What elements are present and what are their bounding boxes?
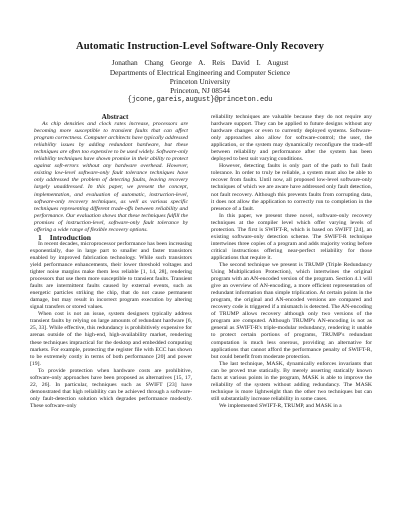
right-paragraph-6: We implemented SWIFT-R, TRUMP, and MASK in a	[219, 402, 342, 409]
affiliation-address: Princeton, NJ 08544	[170, 86, 230, 95]
paper-title: Automatic Instruction-Level Software-Only Recovery	[75, 41, 325, 52]
left-column	[30, 114, 192, 410]
section-heading-introduction	[30, 234, 192, 241]
left-paragraph-1: In recent decades, microprocessor performance has been increasing exponentially, due in large part to smaller and faster transistors enabled by improved fabrication technology. While such transistors yield performance enhancements, their lower threshold voltages and tighter noise margins make them less reliable [1, 14, 28], rendering processors that use them more susceptible to transient faults. Transient faults are intermittent faults caused by external events, such as energetic particles striking the chip, that do not cause permanent damage, but may result in incorrect program execution by altering signal transfers or stored values.	[30, 240, 192, 311]
right-paragraph-5: The last technique, MASK, dynamically enforces invariants that can be proved true statically. By merely asserting statically known facts at various points in the program, MASK is able to improve the reliability of the system without adding redundancy. The MASK technique is more lightweight than the other two techniques but can still substantially increase reliability in some cases.	[211, 360, 372, 402]
left-paragraph-2: When cost is not an issue, system designers typically address transient faults by relying on large amounts of redundant hardware [6, 25, 33]. While effective, this redundancy is prohibitively expensive for arenas outside of the high-end, high-availability market, rendering these techniques impractical for the desktop and embedded computing markets. For example, protecting the register file with ECC has shown to be extremely costly in terms of both performance [20] and power [19].	[30, 311, 192, 367]
right-paragraph-4: The second technique we present is TRUMP (Triple Redundancy Using Multiplication Protection), which intertwines the original program with an AN-encoded version of the program. Section 4.1 will give an overview of AN-encoding, a more efficient representation of redundant information than simple triplication. At certain points in the program, the original and AN-encoded versions are compared and recovery code is triggered if a mismatch is detected. The AN-encoding of TRUMP allows recovery although only two versions of the program are computed. Although TRUMP's AN-encoding is not as general as SWIFT-R's triple-modular redundancy, rendering it unable to protect certain portions of programs, TRUMP's redundant computation is much less onerous, providing an alternative for applications that cannot afford the performance penalty of SWIFT-R, but could benefit from moderate protection.	[211, 261, 372, 360]
right-paragraph-2: However, detecting faults is only part of the path to full fault tolerance. In order to truly be reliable, a system must also be able to recover from faults. Until now, all proposed low-level software-only techniques of which we are aware have addressed only fault detection, not fault recovery. Although this prevents faults from corrupting data, it does not allow the application to correctly run to completion in the presence of a fault.	[211, 163, 372, 212]
left-paragraph-3: To provide protection when hardware costs are prohibitive, software-only approaches have been proposed as alternatives [15, 17, 22, 26]. In particular, techniques such as SWIFT [23] have demonstrated that high reliability can be achieved through a software-only fault-detection solution which degrades performance modestly. These software-only	[30, 367, 192, 409]
affiliation-university: Princeton University	[169, 77, 231, 86]
author-list: Jonathan Chang George A. Reis David I. August	[111, 58, 289, 67]
section-title: Introduction	[49, 232, 92, 242]
abstract-heading: Abstract	[101, 113, 129, 121]
right-paragraph-1: reliability techniques are valuable because they do not require any hardware support. They can be applied to future designs without any hardware changes or even to currently deployed systems. Software-only approaches also allow for software-control; the user, the application, or the system may dynamically reconfigure the trade-off between reliability and performance after the system has been deployed to best suit varying conditions.	[211, 114, 372, 163]
right-column	[211, 114, 372, 410]
affiliation-department: Departments of Electrical Engineering and Computer Science	[109, 68, 291, 77]
right-paragraph-3: In this paper, we present three novel, software-only recovery techniques at the compiler level which offer varying levels of protection. The first is SWIFT-R, which is based on SWIFT [24], an existing software-only detection scheme. The SWIFT-R technique intertwines three copies of a program and adds majority voting before critical instructions offering near-perfect reliability for those applications that require it.	[211, 212, 372, 261]
abstract-text: As chip densities and clock rates increase, processors are becoming more susceptible to transient faults that can affect program correctness. Computer architects have typically addressed reliability issues by adding redundant hardware, but these techniques are often too expensive to be used widely. Software-only reliability techniques have shown promise in their ability to protect against soft-errors without any hardware overhead. However, existing low-level software-only fault tolerance techniques have only addressed the problem of detecting faults, leaving recovery largely unaddressed. In this paper, we present the concept, implementation, and evaluation of automatic, instruction-level, software-only recovery techniques, as well as various specific techniques representing different trade-offs between reliability and performance. Our evaluation shows that these techniques fulfill the promises of instruction-level, software-only fault tolerance by offering a wide range of flexible recovery options.	[34, 121, 188, 233]
author-email: {jcone,gareis,august}@princeton.edu	[127, 96, 273, 104]
section-number: 1	[38, 232, 42, 242]
abstract-block	[30, 121, 192, 234]
